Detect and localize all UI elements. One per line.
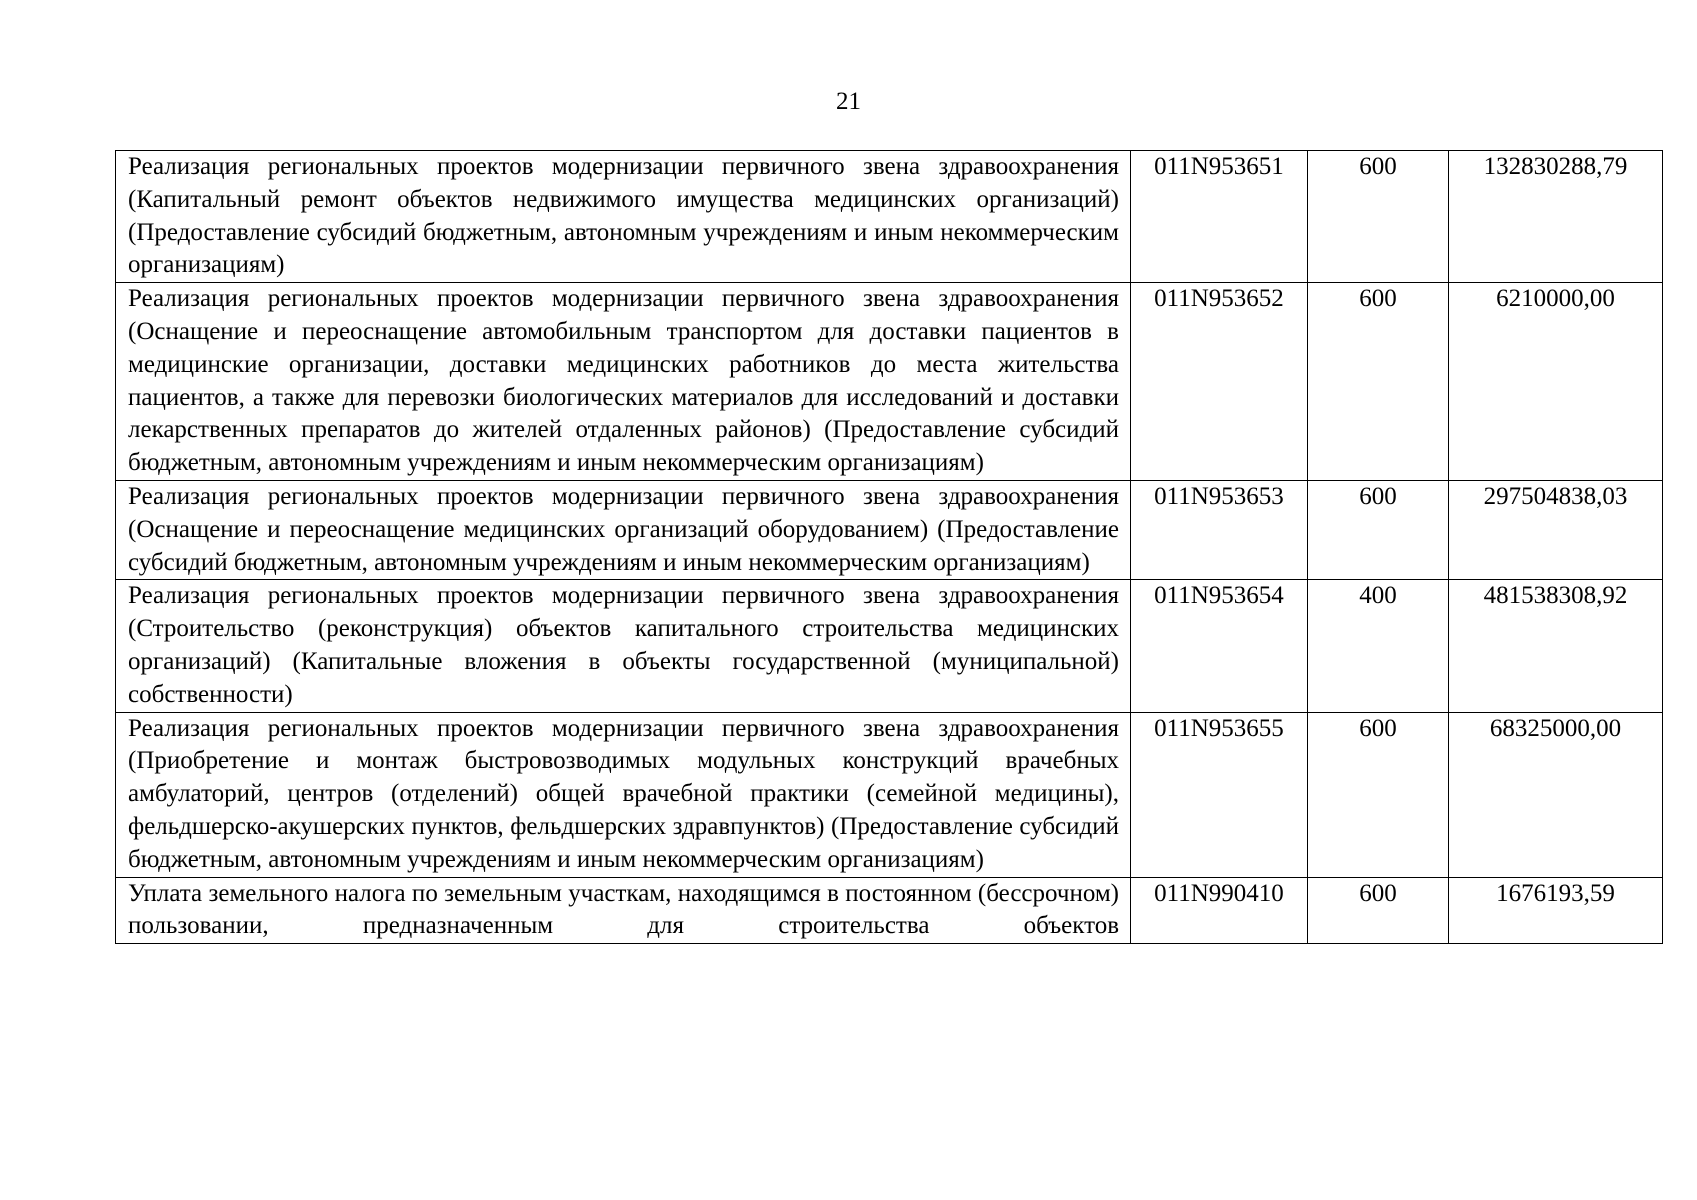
row-expense-type: 600	[1308, 283, 1449, 481]
table-row	[116, 712, 1663, 877]
table-row	[116, 480, 1663, 579]
row-amount: 6210000,00	[1449, 283, 1663, 481]
row-code: 011N953654	[1131, 580, 1308, 712]
row-expense-type: 400	[1308, 580, 1449, 712]
row-code: 011N953652	[1131, 283, 1308, 481]
row-amount: 1676193,59	[1449, 877, 1663, 944]
row-description: Реализация региональных проектов модернизации первичного звена здравоохранения (Капитальный ремонт объектов недвижимого имущества медицинских организаций) (Предоставление субсидий бюджетным, автономным учреждениям и иным некоммерческим организациям)	[116, 151, 1131, 283]
row-expense-type: 600	[1308, 480, 1449, 579]
row-description: Реализация региональных проектов модернизации первичного звена здравоохранения (Строительство (реконструкция) объектов капитального строительства медицинских организаций) (Капитальные вложения в объекты государственной (муниципальной) собственности)	[116, 580, 1131, 712]
budget-table	[115, 150, 1663, 944]
row-description: Реализация региональных проектов модернизации первичного звена здравоохранения (Оснащение и переоснащение автомобильным транспортом для доставки пациентов в медицинские организации, доставки медицинских работников до места жительства пациентов, а также для перевозки биологических материалов для исследований и доставки лекарственных препаратов до жителей отдаленных районов) (Предоставление субсидий бюджетным, автономным учреждениям и иным некоммерческим организациям)	[116, 283, 1131, 481]
row-amount: 297504838,03	[1449, 480, 1663, 579]
row-code: 011N953653	[1131, 480, 1308, 579]
row-code: 011N990410	[1131, 877, 1308, 944]
row-expense-type: 600	[1308, 151, 1449, 283]
table-row	[116, 151, 1663, 283]
row-amount: 481538308,92	[1449, 580, 1663, 712]
row-code: 011N953651	[1131, 151, 1308, 283]
table-row	[116, 877, 1663, 944]
table-row	[116, 580, 1663, 712]
page-number: 21	[836, 88, 861, 115]
row-description: Реализация региональных проектов модернизации первичного звена здравоохранения (Оснащение и переоснащение медицинских организаций оборудованием) (Предоставление субсидий бюджетным, автономным учреждениям и иным некоммерческим организациям)	[116, 480, 1131, 579]
row-amount: 132830288,79	[1449, 151, 1663, 283]
row-description: Уплата земельного налога по земельным участкам, находящимся в постоянном (бессрочном) пользовании, предназначенным для строительства объектов	[116, 877, 1131, 944]
table-row	[116, 283, 1663, 481]
row-code: 011N953655	[1131, 712, 1308, 877]
row-expense-type: 600	[1308, 712, 1449, 877]
row-expense-type: 600	[1308, 877, 1449, 944]
row-amount: 68325000,00	[1449, 712, 1663, 877]
row-description: Реализация региональных проектов модернизации первичного звена здравоохранения (Приобретение и монтаж быстровозводимых модульных конструкций врачебных амбулаторий, центров (отделений) общей врачебной практики (семейной медицины), фельдшерско-акушерских пунктов, фельдшерских здравпунктов) (Предоставление субсидий бюджетным, автономным учреждениям и иным некоммерческим организациям)	[116, 712, 1131, 877]
